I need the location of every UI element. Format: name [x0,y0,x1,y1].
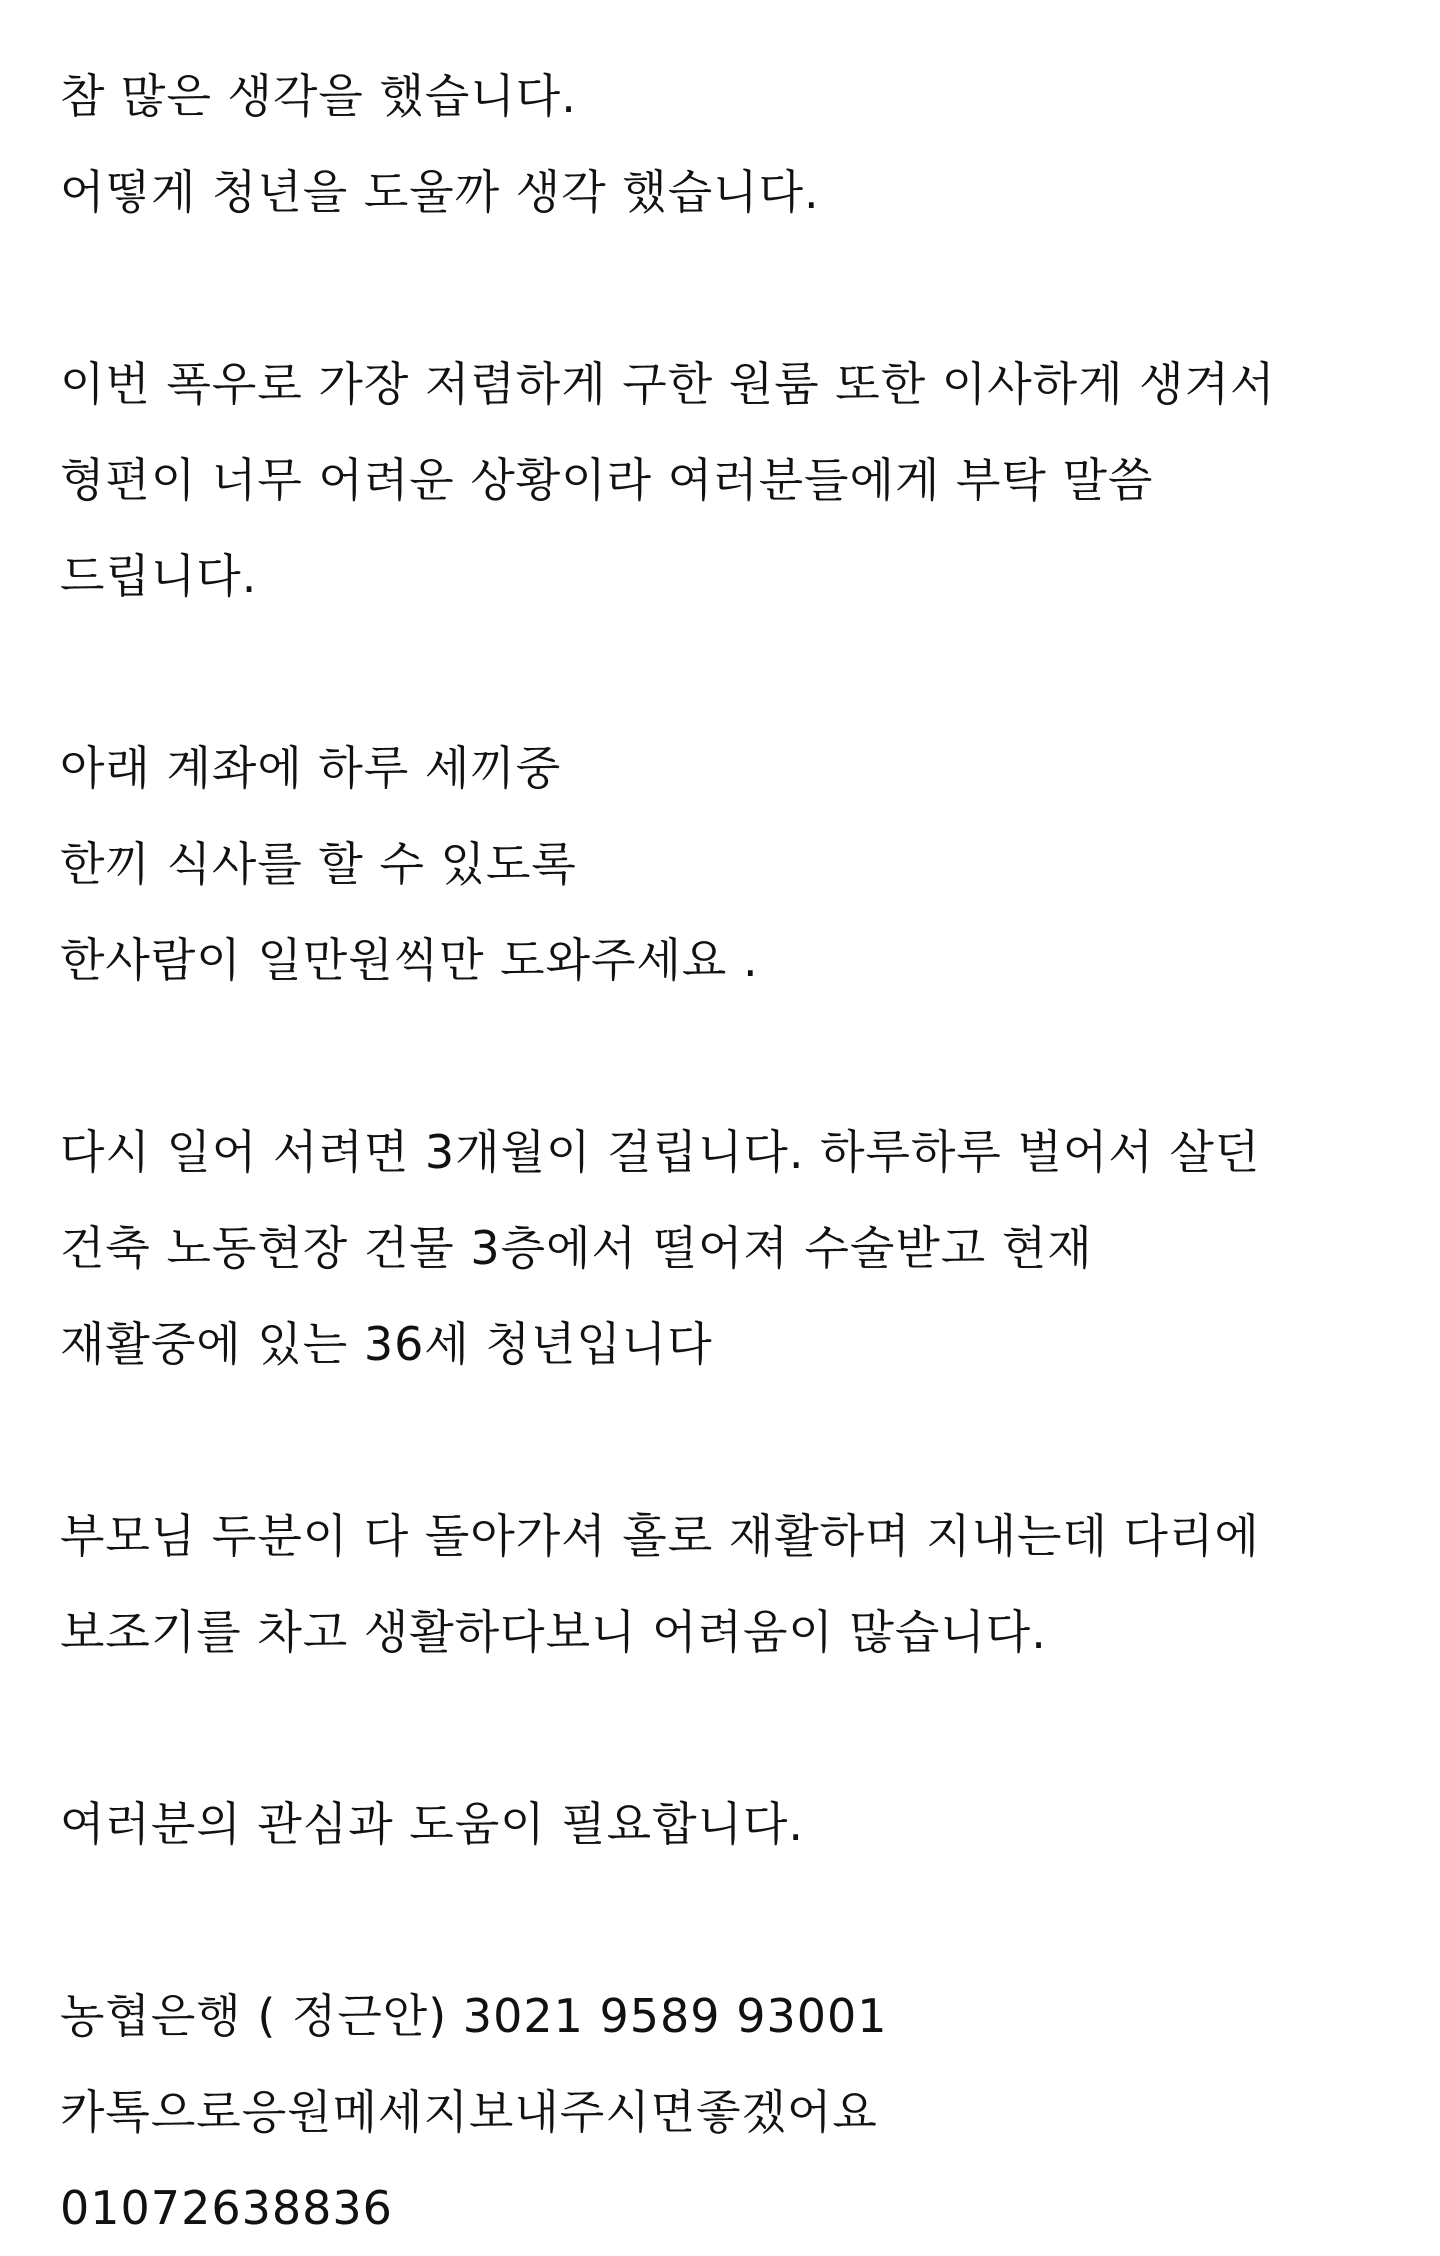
phone-number-line: 01072638836 [60,2181,393,2235]
text-line: 건축 노동현장 건물 3층에서 떨어져 수술받고 현재 [60,1221,1093,1275]
text-line: 이번 폭우로 가장 저렴하게 구한 원룸 또한 이사하게 생겨서 [60,357,1276,411]
paragraph-family [60,1488,1400,1680]
paragraph-gap [60,1392,1400,1488]
text-line: 드립니다. [60,549,258,603]
paragraph-account [60,1968,1400,2256]
text-line: 어떻게 청년을 도울까 생각 했습니다. [60,165,820,219]
text-line: 보조기를 차고 생활하다보니 어려움이 많습니다. [60,1605,1047,1659]
text-line: 다시 일어 서려면 3개월이 걸립니다. 하루하루 벌어서 살던 [60,1125,1261,1179]
text-line: 형편이 너무 어려운 상황이라 여러분들에게 부탁 말씀 [60,453,1154,507]
kakao-message-line: 카톡으로응원메세지보내주시면좋겠어요 [60,2085,878,2139]
paragraph-request [60,720,1400,1008]
text-line: 참 많은 생각을 했습니다. [60,69,577,123]
text-line: 재활중에 있는 36세 청년입니다 [60,1317,713,1371]
text-line: 부모님 두분이 다 돌아가셔 홀로 재활하며 지내는데 다리에 [60,1509,1260,1563]
paragraph-gap [60,1872,1400,1968]
paragraph-intro [60,48,1400,240]
paragraph-appeal [60,1776,1400,1872]
paragraph-situation [60,336,1400,624]
text-line: 여러분의 관심과 도움이 필요합니다. [60,1797,805,1851]
paragraph-gap [60,240,1400,336]
document-body [60,48,1400,2256]
paragraph-gap [60,1680,1400,1776]
text-line: 한사람이 일만원씩만 도와주세요 . [60,933,759,987]
bank-account-line: 농협은행 ( 정근안) 3021 9589 93001 [60,1989,888,2043]
paragraph-gap [60,624,1400,720]
paragraph-gap [60,1008,1400,1104]
paragraph-story [60,1104,1400,1392]
text-line: 아래 계좌에 하루 세끼중 [60,741,562,795]
text-line: 한끼 식사를 할 수 있도록 [60,837,577,891]
